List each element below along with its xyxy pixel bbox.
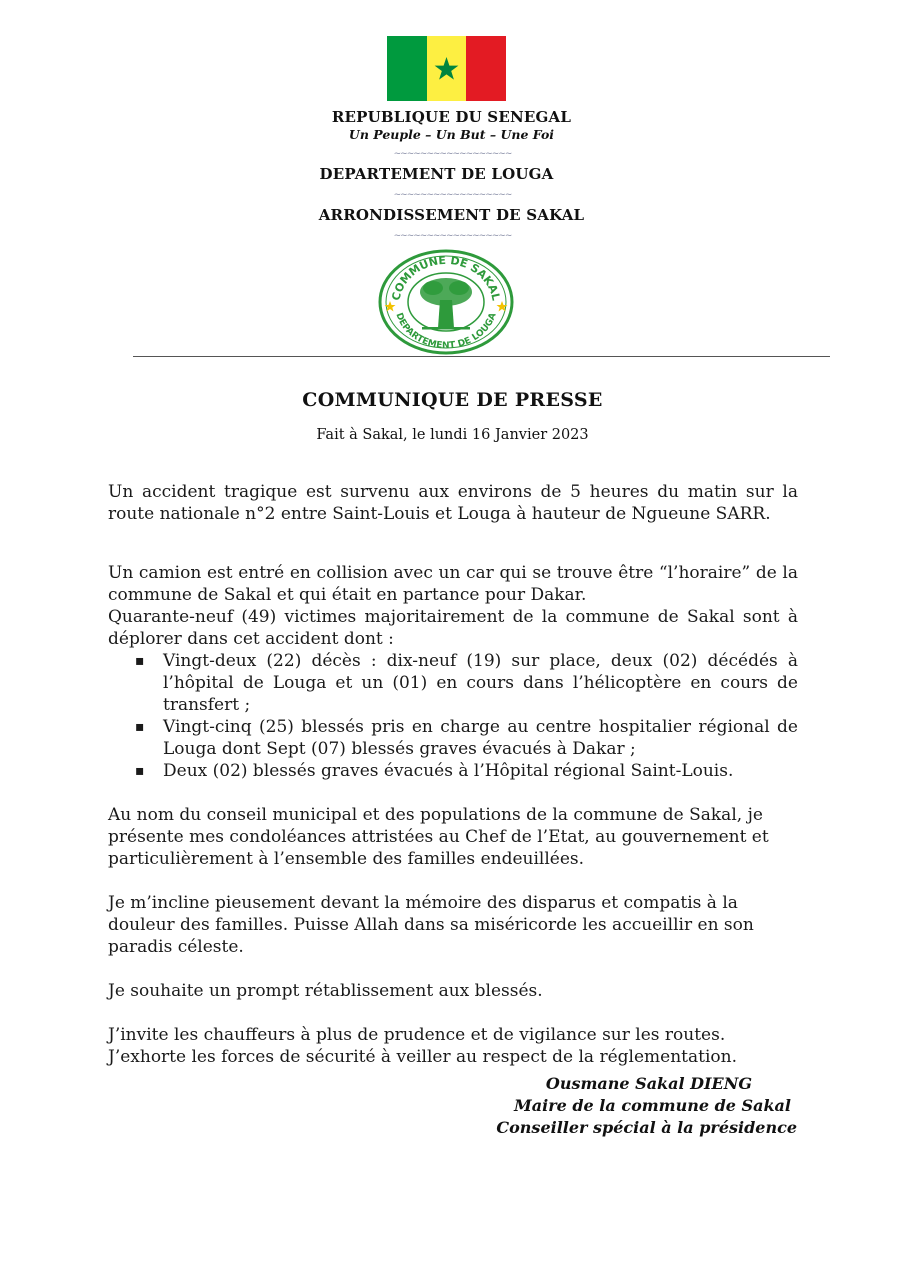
paragraph-security: J’exhorte les forces de sécurité à veiller au respect de la réglementation. bbox=[108, 1047, 737, 1067]
paragraph-victims: Quarante-neuf (49) victimes majoritairement de la commune de Sakal sont à déplorer dans cet accident dont : bbox=[108, 607, 798, 649]
bullet-icon: ▪ bbox=[135, 763, 145, 779]
communique-body bbox=[108, 481, 798, 1068]
commune-seal bbox=[377, 248, 515, 356]
date-line: Fait à Sakal, le lundi 16 Janvier 2023 bbox=[316, 427, 589, 443]
senegal-flag bbox=[387, 36, 506, 101]
flag-green-band bbox=[387, 36, 427, 101]
paragraph-prayer: Je m’incline pieusement devant la mémoire des disparus et compatis à la douleur des familles. Puisse Allah dans sa miséricorde les accueillir en son paradis céleste. bbox=[108, 893, 754, 957]
seal-bottom-text: DEPARTEMENT DE LOUGA bbox=[393, 311, 499, 352]
header-divider-line bbox=[133, 356, 830, 357]
signatory-role: Conseiller spécial à la présidence bbox=[496, 1118, 797, 1137]
list-item-text: Vingt-cinq (25) blessés pris en charge au centre hospitalier régional de Louga dont Sept (07) blessés graves évacués à Dakar ; bbox=[163, 717, 798, 759]
flag-red-band bbox=[466, 36, 506, 101]
wavy-divider: ~~~~~~~~~~~~~~~~~~ bbox=[393, 231, 512, 241]
list-item-text: Deux (02) blessés graves évacués à l’Hôpital régional Saint-Louis. bbox=[163, 761, 734, 781]
list-item bbox=[108, 760, 798, 782]
seal-top-text: COMMUNE DE SAKAL bbox=[389, 253, 503, 302]
bullet-icon: ▪ bbox=[135, 719, 145, 735]
wavy-divider: ~~~~~~~~~~~~~~~~~~ bbox=[393, 190, 512, 200]
paragraph-condolences: Au nom du conseil municipal et des populations de la commune de Sakal, je présente mes condoléances attristées au Chef de l’Etat, au gouvernement et particulièrement à l’ensemble des familles endeuillées. bbox=[108, 805, 769, 869]
department-name: DEPARTEMENT DE LOUGA bbox=[319, 165, 554, 183]
paragraph-drivers: J’invite les chauffeurs à plus de prudence et de vigilance sur les routes. bbox=[108, 1025, 726, 1045]
list-item-text: Vingt-deux (22) décès : dix-neuf (19) sur place, deux (02) décédés à l’hôpital de Louga et un (01) en cours dans l’hélicoptère en cours de transfert ; bbox=[163, 651, 798, 715]
paragraph-accident: Un accident tragique est survenu aux environs de 5 heures du matin sur la route nationale n°2 entre Saint-Louis et Louga à hauteur de Ngueune SARR. bbox=[108, 482, 798, 524]
national-motto: Un Peuple – Un But – Une Foi bbox=[348, 127, 555, 142]
signature-block bbox=[430, 1073, 797, 1139]
list-item bbox=[108, 650, 798, 716]
paragraph-collision: Un camion est entré en collision avec un car qui se trouve être “l’horaire” de la commune de Sakal et qui était en partance pour Dakar. bbox=[108, 563, 798, 605]
country-name: REPUBLIQUE DU SENEGAL bbox=[331, 108, 572, 126]
arrondissement-name: ARRONDISSEMENT DE SAKAL bbox=[318, 206, 585, 224]
paragraph-recovery: Je souhaite un prompt rétablissement aux blessés. bbox=[108, 981, 543, 1001]
page-title: COMMUNIQUE DE PRESSE bbox=[302, 389, 603, 411]
signatory-role: Maire de la commune de Sakal bbox=[514, 1096, 791, 1115]
wavy-divider: ~~~~~~~~~~~~~~~~~~ bbox=[393, 149, 512, 159]
baobab-tree-icon bbox=[420, 278, 472, 330]
signatory-name: Ousmane Sakal DIENG bbox=[545, 1074, 752, 1093]
casualty-list bbox=[108, 650, 798, 782]
bullet-icon: ▪ bbox=[135, 653, 145, 669]
list-item bbox=[108, 716, 798, 760]
